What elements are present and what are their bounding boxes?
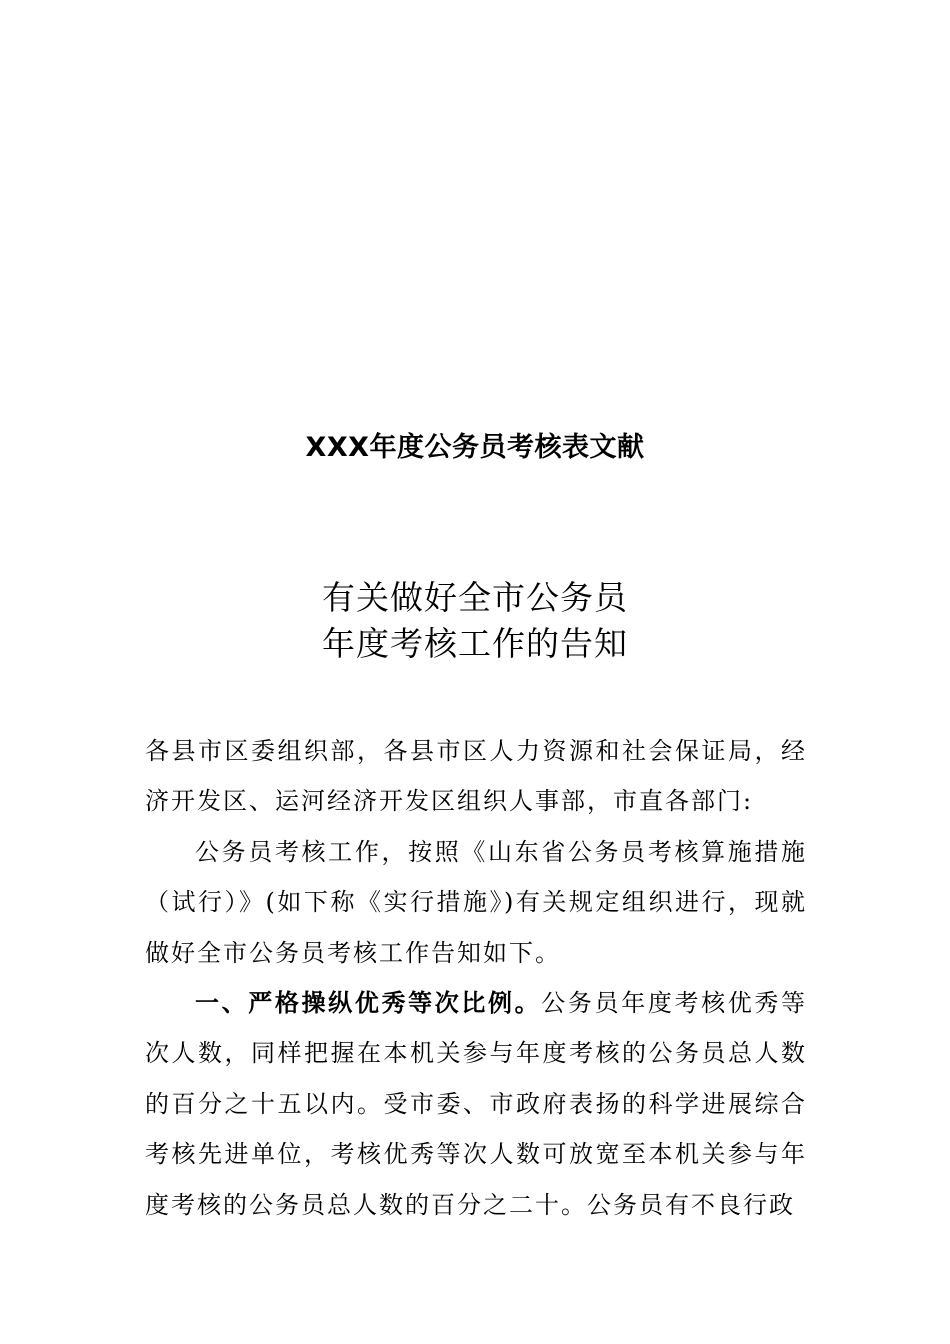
document-title: XXX年度公务员考核表文献 xyxy=(305,432,645,463)
section-1-heading: 一、严格操纵优秀等次比例。 xyxy=(195,989,542,1018)
salutation-paragraph: 各县市区委组织部，各县市区人力资源和社会保证局，经济开发区、运河经济开发区组织人事部，市直各部门: xyxy=(145,737,807,816)
section-1-paragraph xyxy=(145,978,807,1230)
notice-body xyxy=(145,726,807,1230)
notice-title-line-1: 有关做好全市公务员 xyxy=(322,578,628,617)
intro-paragraph: 公务员考核工作，按照《山东省公务员考核算施措施（试行）》(如下称《实行措施》)有关规定组织进行，现就做好全市公务员考核工作告知如下。 xyxy=(145,837,807,967)
notice-title xyxy=(0,575,950,667)
section-1-text: 公务员年度考核优秀等次人数，同样把握在本机关参与年度考核的公务员总人数的百分之十五以内。受市委、市政府表扬的科学进展综合考核先进单位，考核优秀等次人数可放宽至本机关参与年度考核的公务员总人数的百分之二十。公务员有不良行政 xyxy=(145,989,808,1219)
notice-title-line-2: 年度考核工作的告知 xyxy=(322,624,628,663)
